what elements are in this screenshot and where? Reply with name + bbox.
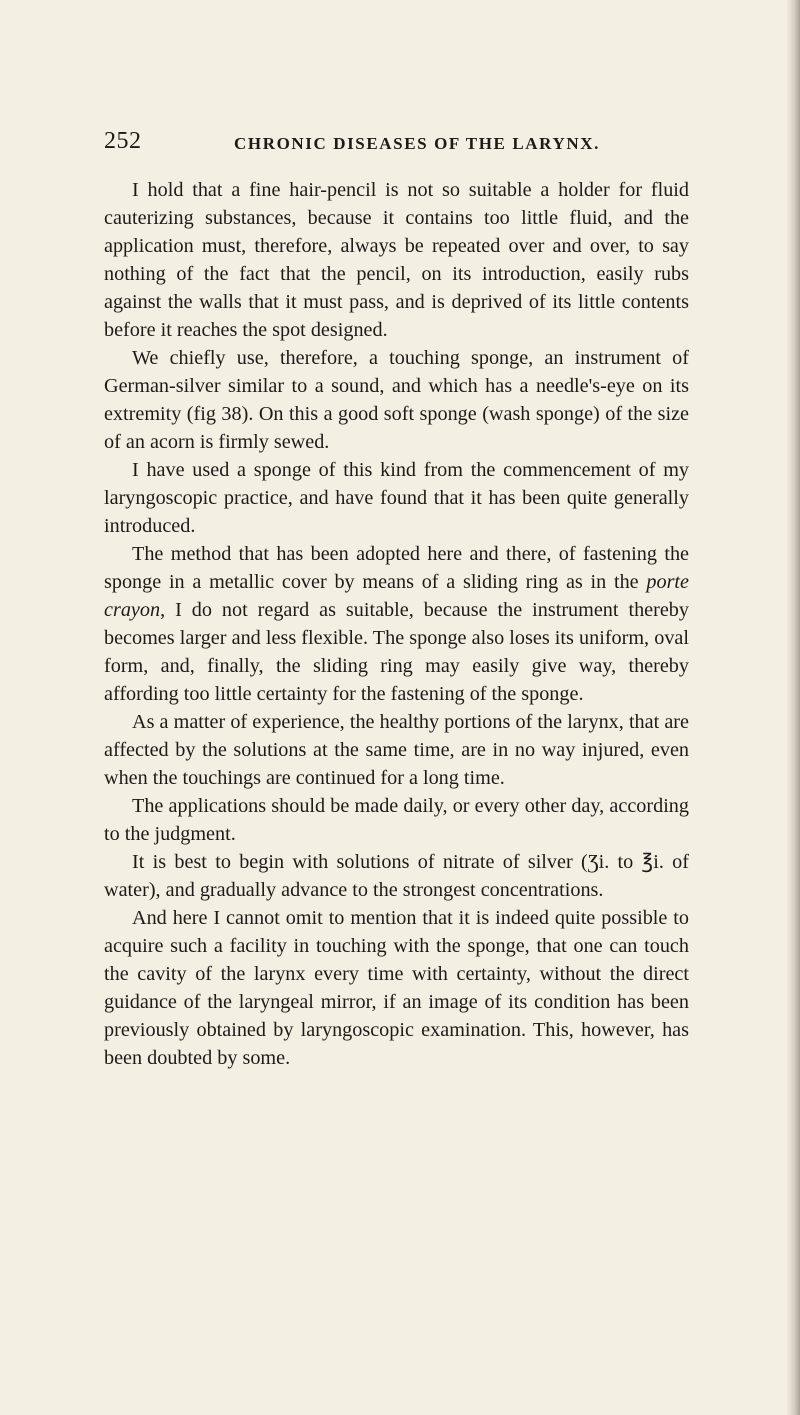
paragraph-2: We chiefly use, therefore, a touching sponge, an instrument of German-silver similar to a sound, and which has a needle's-eye on its extremity (fig 38). On this a good soft sponge (wash sponge) of the size of an acorn is firmly sewed. [104,347,689,453]
page-edge-shadow [786,0,800,1415]
paragraph-4-start: The method that has been adopted here and there, of fastening the sponge in a metallic cover by means of a sliding ring as in the [104,543,689,593]
paragraph-4-end: , I do not regard as suitable, because the instrument thereby becomes larger and less flexible. The sponge also loses its uniform, oval form, and, finally, the sliding ring may easily give way, thereby affording too little certainty for the fastening of the sponge. [104,599,689,705]
paragraph-8: And here I cannot omit to mention that it is indeed quite possible to acquire such a facility in touching with the sponge, that one can touch the cavity of the larynx every time with certainty, without the direct guidance of the laryngeal mirror, if an image of its condition has been previously obtained by laryngoscopic examination. This, however, has been doubted by some. [104,907,689,1069]
paragraph-3: I have used a sponge of this kind from the commencement of my laryngoscopic practice, and have found that it has been quite generally introduced. [104,459,689,537]
running-title: CHRONIC DISEASES OF THE LARYNX. [234,134,600,153]
body-text [104,176,689,1072]
paragraph-6: The applications should be made daily, or every other day, according to the judgment. [104,795,689,845]
page-number: 252 [104,128,142,154]
paragraph-4 [104,540,689,708]
page-header [104,128,684,158]
paragraph-5: As a matter of experience, the healthy portions of the larynx, that are affected by the solutions at the same time, are in no way injured, even when the touchings are continued for a long time. [104,711,689,789]
paragraph-7: It is best to begin with solutions of nitrate of silver (Ʒi. to ℥i. of water), and gradually advance to the strongest concentrations. [104,851,689,901]
porte-crayon-italic: porte crayon [104,571,689,621]
paragraph-1: I hold that a fine hair-pencil is not so suitable a holder for fluid cauterizing substances, because it contains too little fluid, and the application must, therefore, always be repeated over and over, to say nothing of the fact that the pencil, on its introduction, easily rubs against the walls that it must pass, and is deprived of its little contents before it reaches the spot designed. [104,179,689,341]
